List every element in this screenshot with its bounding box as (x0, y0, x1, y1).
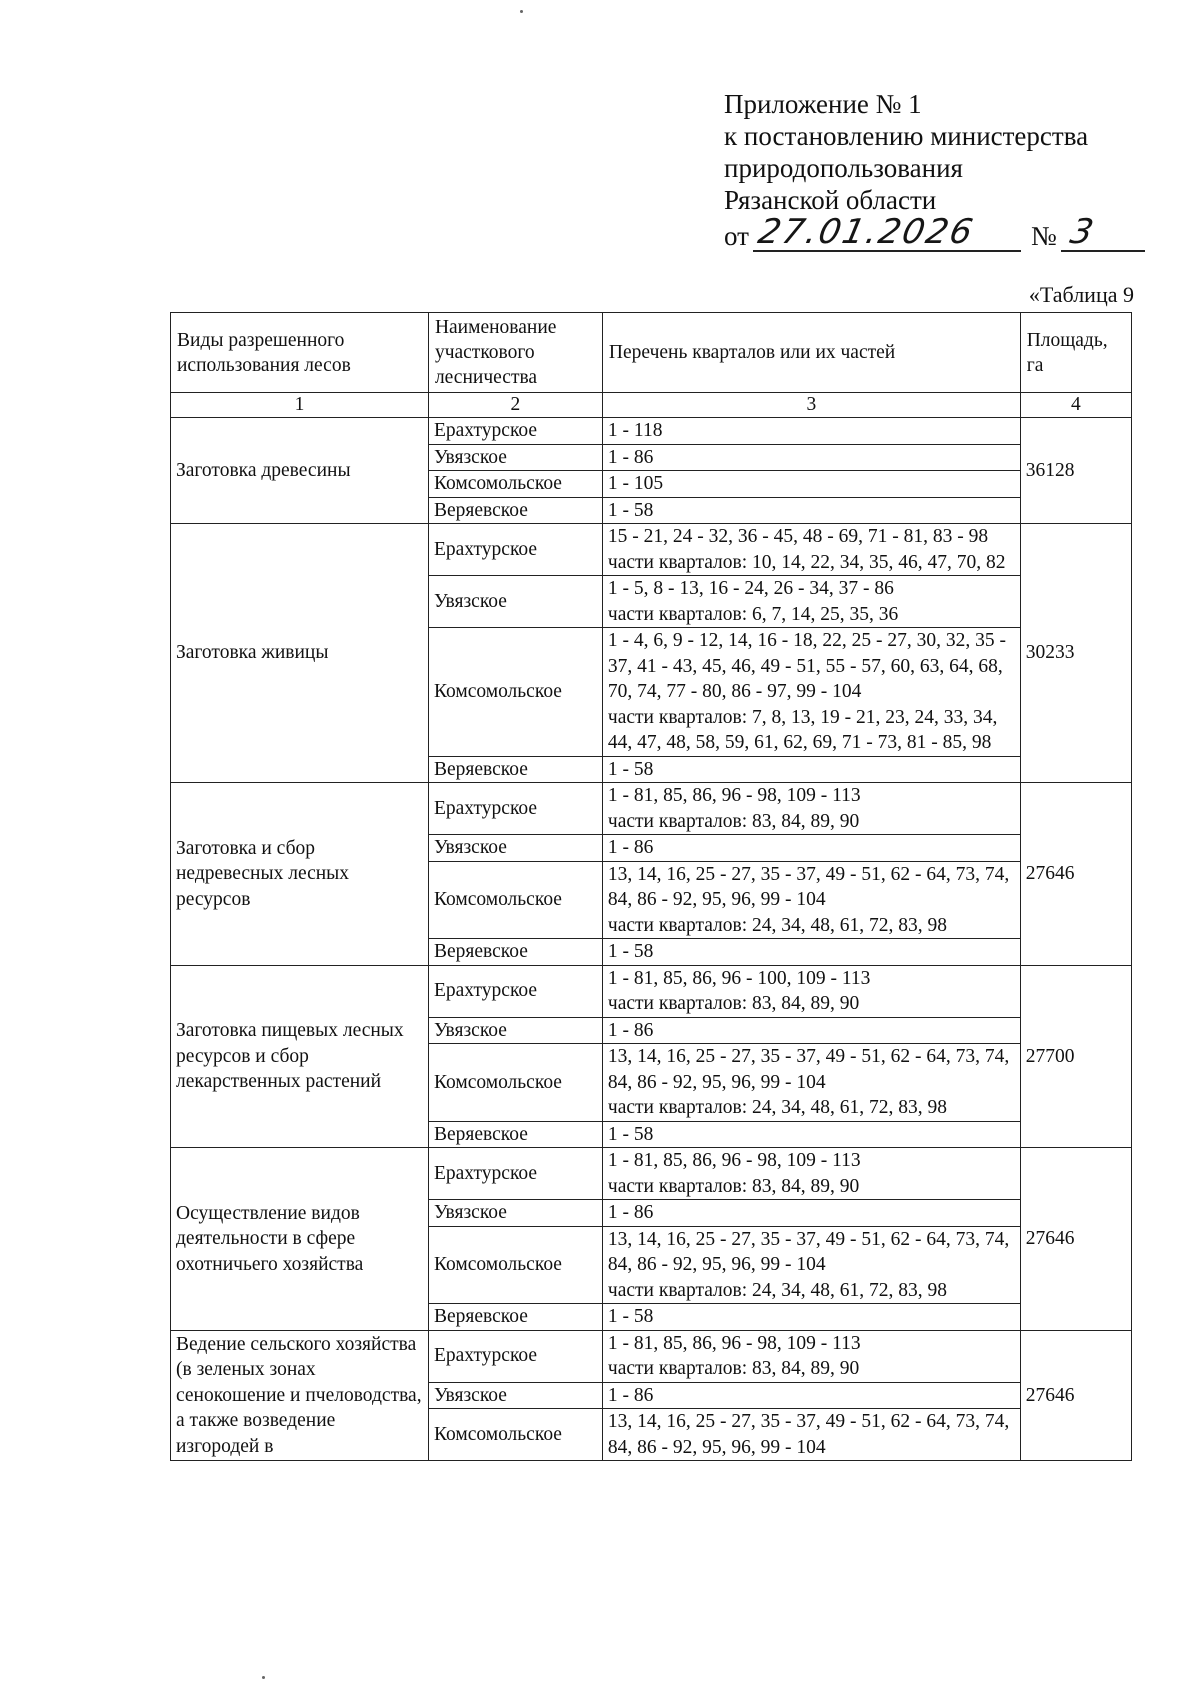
quarters-cell (602, 965, 1020, 1017)
quarters-cell (602, 1330, 1020, 1382)
quarters-list: 1 - 86 (607, 837, 654, 858)
quarters-cell (602, 418, 1020, 445)
area-cell: 27646 (1020, 1148, 1131, 1331)
forestry-cell: Веряевское (428, 1304, 602, 1331)
quarter-parts-list: части кварталов: 83, 84, 89, 90 (607, 993, 860, 1014)
quarter-parts-list: части кварталов: 24, 34, 48, 61, 72, 83, 98 (607, 1097, 948, 1118)
forestry-cell: Комсомольское (428, 628, 602, 757)
quarters-list: 1 - 58 (607, 499, 654, 521)
forestry-cell: Комсомольское (428, 1226, 602, 1304)
use-type-cell: Заготовка живицы (171, 524, 429, 783)
quarter-parts-list: части кварталов: 6, 7, 14, 25, 35, 36 (607, 603, 899, 625)
quarters-list: 13, 14, 16, 25 - 27, 35 - 37, 49 - 51, 62 - 64, 73, 74, 84, 86 - 92, 95, 96, 99 - 104 (607, 1411, 1010, 1458)
use-type-cell: Осуществление видов деятельности в сфере охотничьего хозяйства (171, 1148, 429, 1331)
use-type-cell: Заготовка пищевых лесных ресурсов и сбор лекарственных растений (171, 965, 429, 1148)
date-field (753, 212, 1021, 252)
quarters-list: 1 - 58 (607, 758, 654, 780)
forestry-cell: Комсомольское (428, 1409, 602, 1461)
quarters-list: 1 - 4, 6, 9 - 12, 14, 16 - 18, 22, 25 - 27, 30, 32, 35 - 37, 41 - 43, 45, 46, 49 - 51, 55 - 57, 60, 63, 64, 68, 70, 74, 77 - 80, 86 - 97, 99 - 104 (607, 630, 1007, 702)
col-header-quarters: Перечень кварталов или их частей (602, 313, 1020, 393)
quarters-cell (602, 835, 1020, 862)
forestry-cell: Комсомольское (428, 1044, 602, 1122)
table-row (171, 965, 1132, 1017)
forestry-cell: Увязское (428, 1200, 602, 1227)
quarters-list: 1 - 118 (607, 420, 663, 441)
col-header-area: Площадь, га (1020, 313, 1131, 393)
quarters-cell (602, 497, 1020, 524)
forestry-cell: Ерахтурское (428, 965, 602, 1017)
appendix-line-2: к постановлению министерства (724, 121, 1089, 151)
quarters-cell (602, 783, 1020, 835)
quarters-list: 1 - 86 (607, 1384, 654, 1406)
quarters-list: 1 - 5, 8 - 13, 16 - 24, 26 - 34, 37 - 86 (607, 578, 894, 599)
quarters-cell (602, 1226, 1020, 1304)
forest-use-table (170, 312, 1132, 1461)
quarters-list: 1 - 105 (607, 473, 664, 494)
quarters-cell (602, 628, 1020, 757)
quarter-parts-list: части кварталов: 83, 84, 89, 90 (607, 810, 860, 832)
appendix-title: Приложение № 1 (724, 89, 922, 119)
appendix-line-4: Рязанской области (724, 185, 937, 215)
quarters-cell (602, 1148, 1020, 1200)
col-number: 3 (602, 393, 1020, 418)
use-type-cell: Заготовка древесины (171, 418, 429, 524)
table-row (171, 783, 1132, 835)
quarter-parts-list: части кварталов: 24, 34, 48, 61, 72, 83, 98 (607, 914, 948, 936)
number-field (1061, 212, 1145, 252)
forestry-cell: Увязское (428, 1017, 602, 1044)
handwritten-number: 3 (1066, 212, 1099, 252)
forestry-cell: Веряевское (428, 939, 602, 966)
quarters-list: 1 - 86 (607, 1202, 654, 1223)
quarters-list: 13, 14, 16, 25 - 27, 35 - 37, 49 - 51, 62 - 64, 73, 74, 84, 86 - 92, 95, 96, 99 - 104 (607, 1228, 1010, 1275)
area-cell: 27646 (1020, 1330, 1131, 1461)
quarters-list: 1 - 81, 85, 86, 96 - 98, 109 - 113 (607, 1332, 861, 1354)
forestry-cell: Увязское (428, 444, 602, 471)
quarters-cell (602, 861, 1020, 939)
col-number: 1 (171, 393, 429, 418)
quarters-list: 1 - 81, 85, 86, 96 - 98, 109 - 113 (607, 785, 861, 806)
use-type-cell: Ведение сельского хозяйства (в зеленых зонах сенокошение и пчеловодства, а также возведение изгородей в (171, 1330, 429, 1461)
table-row (171, 1148, 1132, 1200)
handwritten-date: 27.01.2026 (754, 212, 978, 252)
forestry-cell: Веряевское (428, 756, 602, 783)
quarters-list: 1 - 58 (607, 1123, 654, 1145)
quarters-cell (602, 1200, 1020, 1227)
number-label: № (1030, 221, 1057, 251)
date-prefix: от (724, 221, 749, 251)
quarters-cell (602, 756, 1020, 783)
scan-speck (520, 10, 523, 13)
quarters-cell (602, 939, 1020, 966)
forestry-cell: Ерахтурское (428, 524, 602, 576)
date-number-line (724, 212, 1164, 252)
appendix-line-3: природопользования (724, 153, 963, 183)
scan-speck (262, 1676, 265, 1679)
col-header-forestry: Наименование участкового лесничества (428, 313, 602, 393)
area-cell: 27646 (1020, 783, 1131, 966)
column-number-row (171, 393, 1132, 418)
quarters-cell (602, 444, 1020, 471)
quarters-list: 1 - 86 (607, 1019, 654, 1041)
forestry-cell: Увязское (428, 1382, 602, 1409)
forestry-cell: Комсомольское (428, 861, 602, 939)
table-row (171, 1330, 1132, 1382)
quarters-cell (602, 1017, 1020, 1044)
area-cell: 36128 (1020, 418, 1131, 524)
forestry-cell: Ерахтурское (428, 1330, 602, 1382)
col-header-use-type: Виды разрешенного использования лесов (171, 313, 429, 393)
table-header-row (171, 313, 1132, 393)
forestry-cell: Комсомольское (428, 471, 602, 498)
forestry-cell: Ерахтурское (428, 418, 602, 445)
table-row (171, 524, 1132, 576)
quarters-cell (602, 1044, 1020, 1122)
quarter-parts-list: части кварталов: 7, 8, 13, 19 - 21, 23, 24, 33, 34, 44, 47, 48, 58, 59, 61, 62, 69, 71 - 73, 81 - 85, 98 (607, 706, 998, 753)
quarters-list: 13, 14, 16, 25 - 27, 35 - 37, 49 - 51, 62 - 64, 73, 74, 84, 86 - 92, 95, 96, 99 - 104 (607, 1046, 1010, 1093)
table-caption: «Таблица 9 (1028, 282, 1134, 307)
forestry-cell: Увязское (428, 835, 602, 862)
area-cell: 30233 (1020, 524, 1131, 783)
quarters-cell (602, 471, 1020, 498)
quarters-list: 13, 14, 16, 25 - 27, 35 - 37, 49 - 51, 62 - 64, 73, 74, 84, 86 - 92, 95, 96, 99 - 104 (607, 863, 1010, 910)
quarters-cell (602, 1304, 1020, 1331)
use-type-cell: Заготовка и сбор недревесных лесных ресурсов (171, 783, 429, 966)
quarter-parts-list: части кварталов: 24, 34, 48, 61, 72, 83, 98 (607, 1279, 948, 1301)
quarters-list: 1 - 81, 85, 86, 96 - 100, 109 - 113 (607, 967, 871, 989)
col-number: 2 (428, 393, 602, 418)
quarters-cell (602, 1121, 1020, 1148)
quarters-cell (602, 1382, 1020, 1409)
quarter-parts-list: части кварталов: 10, 14, 22, 34, 35, 46, 47, 70, 82 (607, 551, 1006, 573)
quarter-parts-list: части кварталов: 83, 84, 89, 90 (607, 1175, 860, 1197)
quarters-list: 1 - 86 (607, 446, 654, 468)
quarter-parts-list: части кварталов: 83, 84, 89, 90 (607, 1358, 860, 1379)
table-body (171, 418, 1132, 1461)
appendix-header (724, 88, 1164, 252)
quarters-list: 15 - 21, 24 - 32, 36 - 45, 48 - 69, 71 - 81, 83 - 98 (607, 526, 989, 547)
col-number: 4 (1020, 393, 1131, 418)
forestry-cell: Веряевское (428, 497, 602, 524)
forestry-cell: Увязское (428, 576, 602, 628)
quarters-list: 1 - 81, 85, 86, 96 - 98, 109 - 113 (607, 1150, 861, 1171)
forestry-cell: Веряевское (428, 1121, 602, 1148)
forestry-cell: Ерахтурское (428, 783, 602, 835)
quarters-cell (602, 1409, 1020, 1461)
quarters-list: 1 - 58 (607, 1306, 654, 1327)
quarters-cell (602, 576, 1020, 628)
quarters-cell (602, 524, 1020, 576)
area-cell: 27700 (1020, 965, 1131, 1148)
forestry-cell: Ерахтурское (428, 1148, 602, 1200)
quarters-list: 1 - 58 (607, 941, 654, 962)
table-row (171, 418, 1132, 445)
